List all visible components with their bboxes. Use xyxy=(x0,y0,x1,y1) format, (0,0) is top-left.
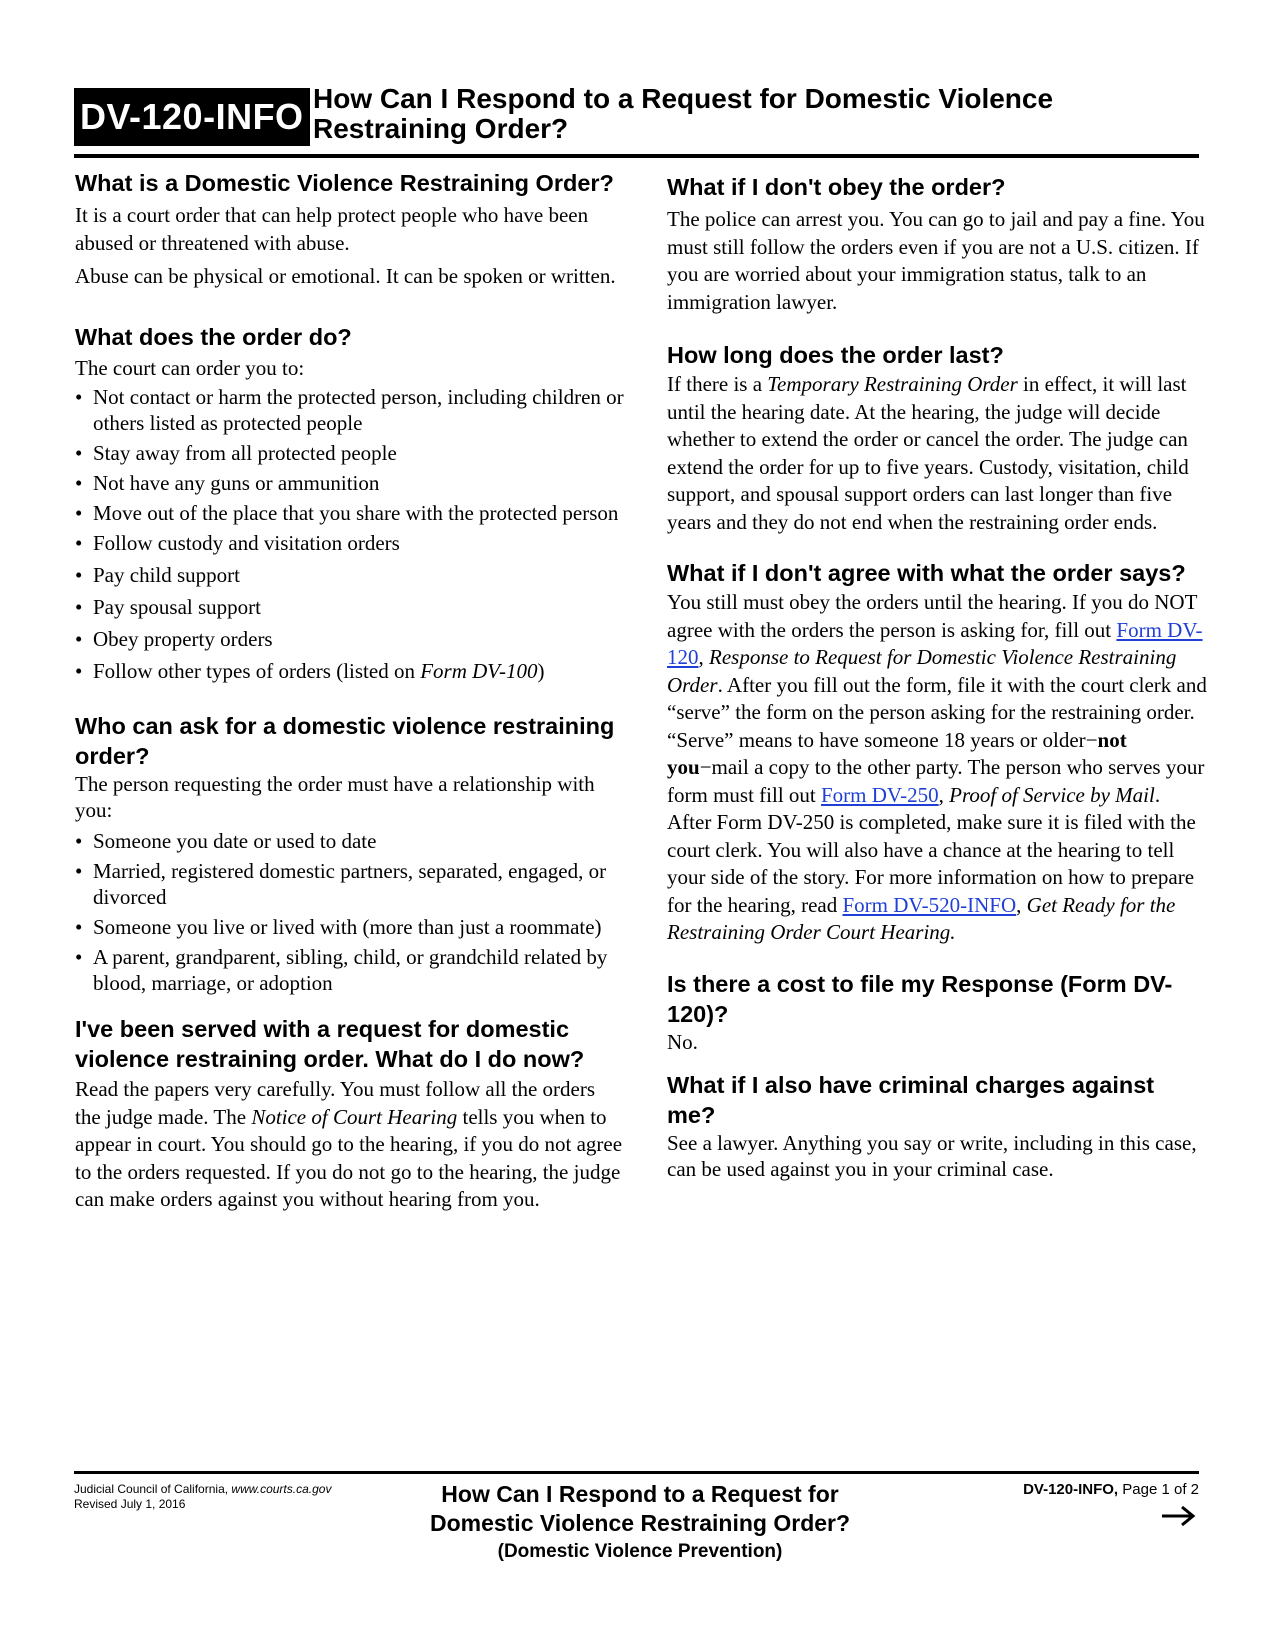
paragraph: It is a court order that can help protect people who have been abused or threatened with abuse. xyxy=(75,203,589,255)
footer-subtitle: (Domestic Violence Prevention) xyxy=(497,1541,783,1562)
section-criminal-charges xyxy=(667,1070,1207,1182)
document-title-line1: How Can I Respond to a Request for Domestic Violence xyxy=(313,83,1054,114)
section-what-is-order xyxy=(75,168,625,291)
section-heading: Is there a cost to file my Response (Form DV-120)? xyxy=(667,970,1173,1027)
paragraph-text: mail a copy to the other party. The person who serves your form must fill out xyxy=(667,755,1205,807)
section-heading: What does the order do? xyxy=(75,323,352,350)
list-item: • Pay child support xyxy=(75,562,625,588)
section-heading: What is a Domestic Violence Restraining Order? xyxy=(75,170,614,196)
section-dont-agree xyxy=(667,558,1207,947)
publisher-url: www.courts.ca.gov xyxy=(231,1482,332,1496)
form-dv-250-link[interactable]: Form DV-250 xyxy=(821,782,939,807)
order-list xyxy=(75,384,625,684)
list-item: • Someone you date or used to date xyxy=(75,828,625,854)
section-heading: How long does the order last? xyxy=(667,342,1004,368)
paragraph: The person requesting the order must have a relationship with you: xyxy=(75,772,595,822)
paragraph: The police can arrest you. You can go to jail and pay a fine. You must still follow the orders even if you are not a U.S. citizen. If you are worried about your immigration status, talk to an immigration lawyer. xyxy=(667,207,1205,314)
paragraph-text: , xyxy=(1016,892,1027,917)
footer-form-number: DV-120-INFO, xyxy=(1023,1481,1119,1498)
list-item: • Stay away from all protected people xyxy=(75,440,625,466)
paragraph-text: . After Form DV-250 is completed, make sure it is filed with the court clerk. You will also have a chance at the hearing to tell your side of the story. For more information on how to prepare for the hearing, read xyxy=(667,782,1196,917)
paragraph-text: in effect, it will last until the hearing date. At the hearing, the judge will decide whether to extend the order or cancel the order. The judge can extend the order for up to five years. Custody, visitation, child support, and spousal support orders can last longer than five years and they do not end when the restraining order ends. xyxy=(667,372,1189,534)
publisher-line xyxy=(74,1482,394,1497)
list-item: • Not contact or harm the protected person, including children or others listed as protected people xyxy=(75,384,625,436)
form-number-badge: DV-120-INFO xyxy=(74,88,310,146)
section-who-can-ask xyxy=(75,711,625,996)
page-number: Page 1 of 2 xyxy=(1118,1481,1199,1498)
bold-text: not you xyxy=(667,727,1127,779)
list-item-text: Follow other types of orders (listed on xyxy=(93,659,421,683)
section-heading: What if I don't agree with what the order says? xyxy=(667,560,1186,586)
form-dv-520-info-link[interactable]: Form DV-520-INFO xyxy=(842,892,1017,917)
section-heading: I've been served with a request for domestic violence restraining order. What do I do now? xyxy=(75,1016,585,1072)
list-item: • Married, registered domestic partners, separated, engaged, or divorced xyxy=(75,858,625,910)
list-item: • A parent, grandparent, sibling, child, or grandchild related by blood, marriage, or adoption xyxy=(75,944,625,996)
section-how-long xyxy=(667,340,1207,536)
italic-text: Temporary Restraining Order xyxy=(767,372,1018,396)
list-item: • Move out of the place that you share with the protected person xyxy=(75,500,625,526)
paragraph: Abuse can be physical or emotional. It can be spoken or written. xyxy=(75,264,616,288)
form-reference: Form DV-100 xyxy=(420,659,538,683)
section-dont-obey xyxy=(667,172,1207,316)
paragraph-text: , xyxy=(938,782,950,807)
page-header xyxy=(74,84,1199,160)
paragraph-text: If there is a xyxy=(667,372,768,396)
list-item-text: ) xyxy=(537,659,545,683)
paragraph-text: Read the papers very carefully. You must follow all the orders the judge made. The xyxy=(75,1077,596,1129)
paragraph xyxy=(667,371,1207,536)
paragraph-text: You still must obey the orders until the hearing. If you do NOT agree with the orders the person is asking for, fill out xyxy=(667,590,1198,642)
section-heading: Who can ask for a domestic violence restraining order? xyxy=(75,713,615,769)
form-dv-120-link[interactable]: Form DV-120 xyxy=(667,617,1203,669)
right-arrow-icon xyxy=(1160,1505,1196,1527)
italic-text: Notice of Court Hearing xyxy=(251,1104,458,1129)
document-title-line2: Restraining Order? xyxy=(313,113,569,144)
paragraph: The court can order you to: xyxy=(75,355,305,380)
paragraph-text: tells you when to appear in court. You should go to the hearing, if you do not agree to the orders requested. If you do not go to the hearing, the judge can make orders against you without hearing from you. xyxy=(75,1104,623,1211)
right-column xyxy=(667,172,1207,1182)
revised-date: Revised July 1, 2016 xyxy=(74,1497,186,1511)
paragraph-text: . After you fill out the form, file it with the court clerk and “serve” the form on the person asking for the restraining order. “Serve” means to have someone 18 years or older xyxy=(667,672,1207,752)
dash: − xyxy=(1085,727,1098,752)
section-heading: What if I don't obey the order? xyxy=(667,174,1006,200)
paragraph xyxy=(667,589,1207,947)
dash: − xyxy=(699,755,712,779)
relationship-list xyxy=(75,828,625,996)
list-item: • Not have any guns or ammunition xyxy=(75,470,625,496)
publisher-name: Judicial Council of California, xyxy=(74,1482,232,1496)
footer-title-line2: Domestic Violence Restraining Order? xyxy=(429,1510,851,1536)
section-cost-to-file xyxy=(667,969,1207,1057)
italic-text: Get Ready for the Restraining Order Court Hearing. xyxy=(667,892,1176,944)
list-item xyxy=(75,658,625,684)
list-item: • Pay spousal support xyxy=(75,594,625,620)
list-item: • Obey property orders xyxy=(75,626,625,652)
paragraph xyxy=(75,1076,625,1214)
footer-title xyxy=(380,1480,900,1565)
section-heading: What if I also have criminal charges against me? xyxy=(667,1072,1155,1128)
footer-page-info xyxy=(900,1480,1199,1500)
footer-publisher xyxy=(74,1482,394,1512)
list-item: • Someone you live or lived with (more than just a roommate) xyxy=(75,914,625,940)
section-been-served xyxy=(75,1014,625,1214)
document-title xyxy=(313,84,1173,144)
paragraph: See a lawyer. Anything you say or write, including in this case, can be used against you in your criminal case. xyxy=(667,1131,1197,1181)
section-what-order-does xyxy=(75,322,625,685)
italic-text: Proof of Service by Mail xyxy=(949,782,1155,807)
footer-title-line1: How Can I Respond to a Request for xyxy=(441,1481,839,1507)
list-item: • Follow custody and visitation orders xyxy=(75,530,625,556)
paragraph: No. xyxy=(667,1029,698,1054)
left-column xyxy=(75,168,625,1214)
italic-text: Response to Request for Domestic Violence Restraining Order xyxy=(667,645,1177,697)
paragraph-text: , xyxy=(698,645,709,669)
footer-divider xyxy=(74,1471,1199,1474)
header-divider xyxy=(74,154,1199,158)
